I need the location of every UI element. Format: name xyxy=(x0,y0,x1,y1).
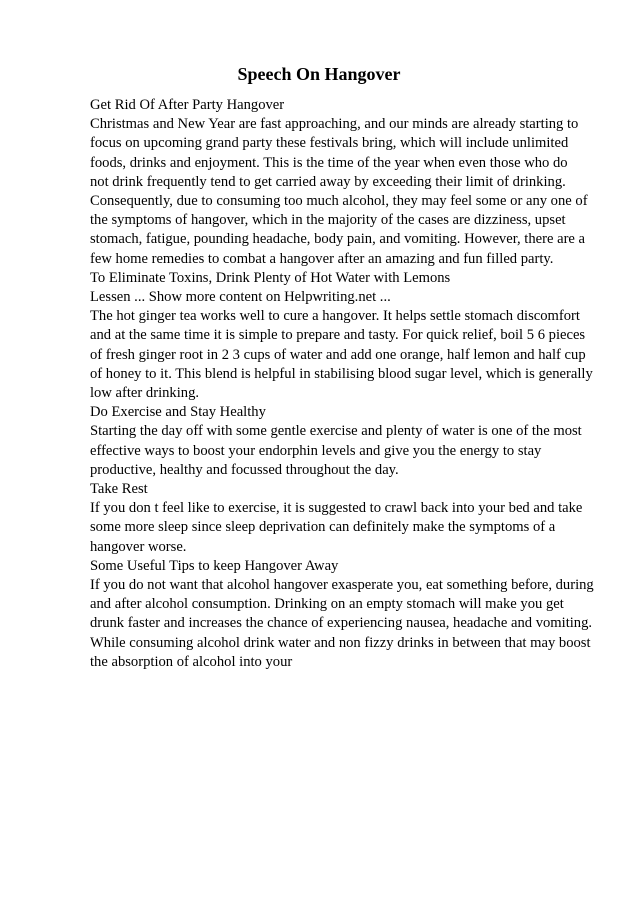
document-title: Speech On Hangover xyxy=(237,64,401,84)
text-line: drunk faster and increases the chance of experiencing nausea, headache and vomiting. xyxy=(90,615,593,632)
text-line: If you don t feel like to exercise, it is suggested to crawl back into your bed and take xyxy=(90,500,583,517)
text-line: not drink frequently tend to get carried away by exceeding their limit of drinking. xyxy=(90,173,566,190)
text-line: Lessen ... Show more content on Helpwriting.net ... xyxy=(90,289,391,306)
text-line: If you do not want that alcohol hangover exasperate you, eat something before, during xyxy=(90,577,594,594)
text-line: Christmas and New Year are fast approaching, and our minds are already starting to xyxy=(90,116,579,133)
text-line: productive, healthy and focussed throughout the day. xyxy=(90,461,399,478)
text-line: foods, drinks and enjoyment. This is the time of the year when even those who do xyxy=(90,154,568,171)
text-line: and at the same time it is simple to prepare and tasty. For quick relief, boil 5 6 pieces xyxy=(90,327,586,344)
text-line: low after drinking. xyxy=(90,385,200,402)
text-line: Some Useful Tips to keep Hangover Away xyxy=(90,557,339,574)
text-line: Get Rid Of After Party Hangover xyxy=(90,97,285,113)
text-line: the symptoms of hangover, which in the majority of the cases are dizziness, upset xyxy=(90,212,566,229)
document-body xyxy=(90,96,600,672)
text-line: While consuming alcohol drink water and non fizzy drinks in between that may boost xyxy=(90,634,591,651)
text-line: Consequently, due to consuming too much alcohol, they may feel some or any one of xyxy=(90,193,588,210)
text-line: To Eliminate Toxins, Drink Plenty of Hot Water with Lemons xyxy=(90,269,451,286)
text-line: stomach, fatigue, pounding headache, body pain, and vomiting. However, there are a xyxy=(90,231,586,248)
text-line: and after alcohol consumption. Drinking on an empty stomach will make you get xyxy=(90,596,564,613)
text-line: hangover worse. xyxy=(90,538,187,555)
text-line: The hot ginger tea works well to cure a hangover. It helps settle stomach discomfort xyxy=(90,308,580,325)
text-line: Take Rest xyxy=(90,481,148,498)
text-line: of honey to it. This blend is helpful in stabilising blood sugar level, which is generally xyxy=(90,365,593,382)
text-line: Starting the day off with some gentle exercise and plenty of water is one of the most xyxy=(90,423,582,440)
text-line: some more sleep since sleep deprivation can definitely make the symptoms of a xyxy=(90,519,556,536)
text-line: few home remedies to combat a hangover after an amazing and fun filled party. xyxy=(90,250,554,267)
text-line: focus on upcoming grand party these festivals bring, which will include unlimited xyxy=(90,135,569,152)
text-line: of fresh ginger root in 2 3 cups of water and add one orange, half lemon and half cup xyxy=(90,346,586,363)
text-line: Do Exercise and Stay Healthy xyxy=(90,404,266,421)
text-line: the absorption of alcohol into your xyxy=(90,653,293,670)
text-line: effective ways to boost your endorphin levels and give you the energy to stay xyxy=(90,442,542,459)
